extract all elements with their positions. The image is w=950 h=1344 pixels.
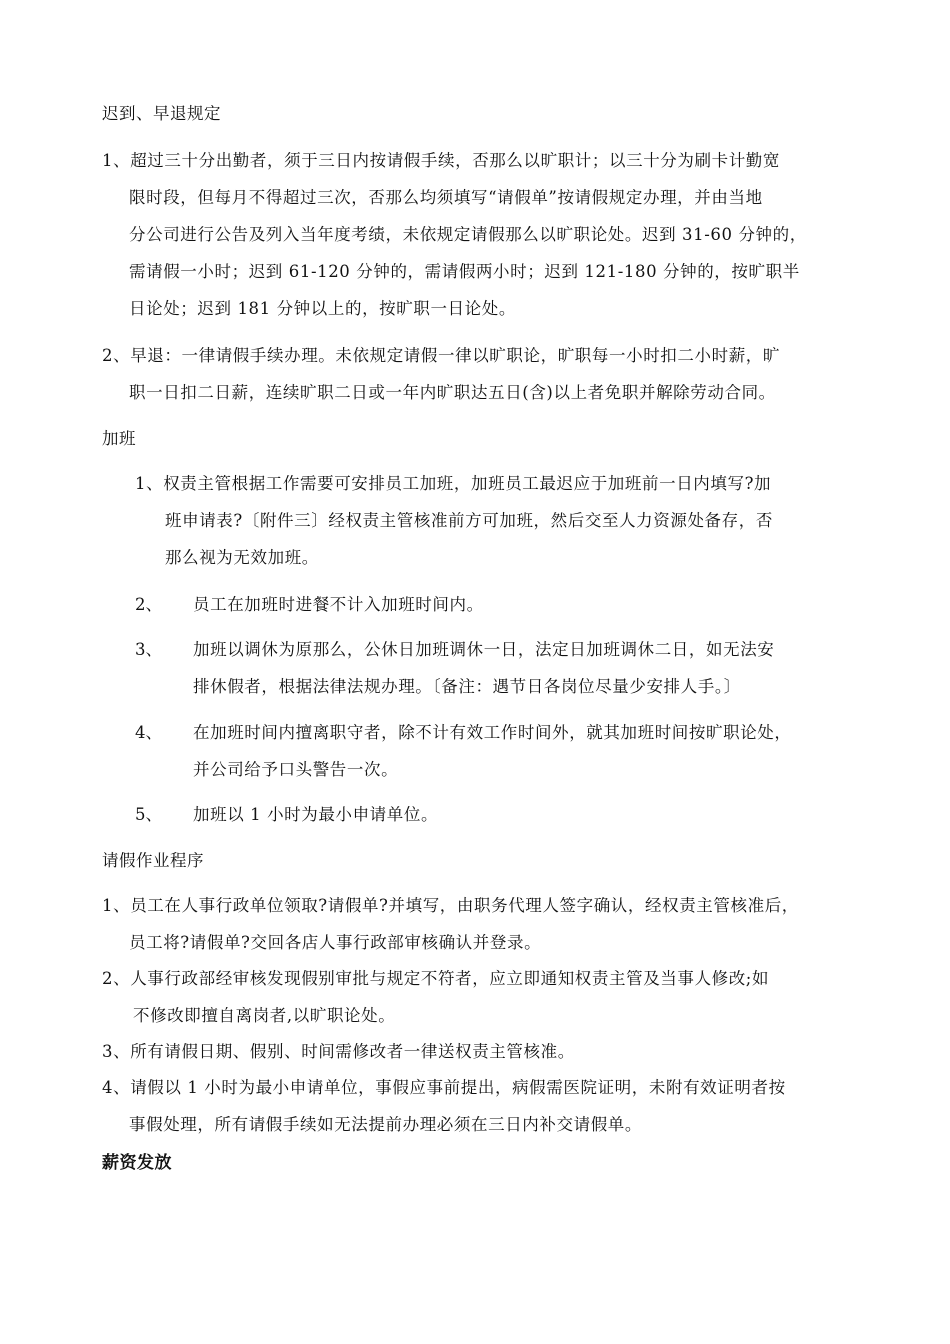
- section-title-salary: 薪资发放: [102, 1153, 172, 1173]
- list-number: 3、: [135, 640, 162, 659]
- paragraph-line: 1、员工在人事行政单位领取?请假单?并填写，由职务代理人签字确认，经权责主管核准后，: [102, 896, 799, 915]
- paragraph-line: 2、人事行政部经审核发现假别审批与规定不符者，应立即通知权责主管及当事人修改;如: [102, 969, 770, 988]
- paragraph-line: 并公司给予口头警告一次。: [193, 760, 399, 779]
- paragraph-line: 限时段，但每月不得超过三次，否那么均须填写“请假单”按请假规定办理，并由当地: [129, 188, 763, 207]
- section-title-late: 迟到、早退规定: [102, 104, 221, 123]
- paragraph-line: 日论处；迟到 181 分钟以上的，按旷职一日论处。: [129, 299, 516, 318]
- paragraph-line: 加班以调休为原那么，公休日加班调休一日，法定日加班调休二日，如无法安: [193, 640, 775, 659]
- paragraph-line: 4、请假以 1 小时为最小申请单位，事假应事前提出，病假需医院证明，未附有效证明者按: [102, 1078, 786, 1097]
- paragraph-line: 职一日扣二日薪，连续旷职二日或一年内旷职达五日(含)以上者免职并解除劳动合同。: [129, 383, 776, 402]
- paragraph-line: 1、权责主管根据工作需要可安排员工加班，加班员工最迟应于加班前一日内填写?加: [135, 474, 772, 493]
- paragraph-line: 排休假者，根据法律法规办理。〔备注：遇节日各岗位尽量少安排人手。〕: [193, 677, 741, 696]
- paragraph-line: 员工将?请假单?交回各店人事行政部审核确认并登录。: [129, 933, 542, 952]
- paragraph-line: 2、早退：一律请假手续办理。未依规定请假一律以旷职论，旷职每一小时扣二小时薪，旷: [102, 346, 780, 365]
- section-title-leave: 请假作业程序: [102, 851, 204, 870]
- paragraph-line: 分公司进行公告及列入当年度考绩，未依规定请假那么以旷职论处。迟到 31-60 分钟的，: [129, 225, 807, 244]
- paragraph-line: 3、所有请假日期、假别、时间需修改者一律送权责主管核准。: [102, 1042, 575, 1061]
- list-number: 5、: [135, 805, 162, 824]
- list-number: 4、: [135, 723, 162, 742]
- paragraph-line: 事假处理，所有请假手续如无法提前办理必须在三日内补交请假单。: [129, 1115, 642, 1134]
- paragraph-line: 需请假一小时；迟到 61-120 分钟的，需请假两小时；迟到 121-180 分钟的，按旷职半: [129, 262, 800, 281]
- paragraph-line: 1、超过三十分出勤者，须于三日内按请假手续，否那么以旷职计；以三十分为刷卡计勤宽: [102, 151, 780, 170]
- paragraph-line: 不修改即擅自离岗者,以旷职论处。: [133, 1006, 396, 1025]
- list-number: 2、: [135, 595, 162, 614]
- paragraph-line: 加班以 1 小时为最小申请单位。: [193, 805, 439, 824]
- paragraph-line: 在加班时间内擅离职守者，除不计有效工作时间外，就其加班时间按旷职论处，: [193, 723, 792, 742]
- paragraph-line: 那么视为无效加班。: [165, 548, 319, 567]
- paragraph-line: 班申请表?〔附件三〕经权责主管核准前方可加班，然后交至人力资源处备存，否: [165, 511, 773, 530]
- section-title-overtime: 加班: [102, 429, 136, 448]
- paragraph-line: 员工在加班时进餐不计入加班时间内。: [193, 595, 484, 614]
